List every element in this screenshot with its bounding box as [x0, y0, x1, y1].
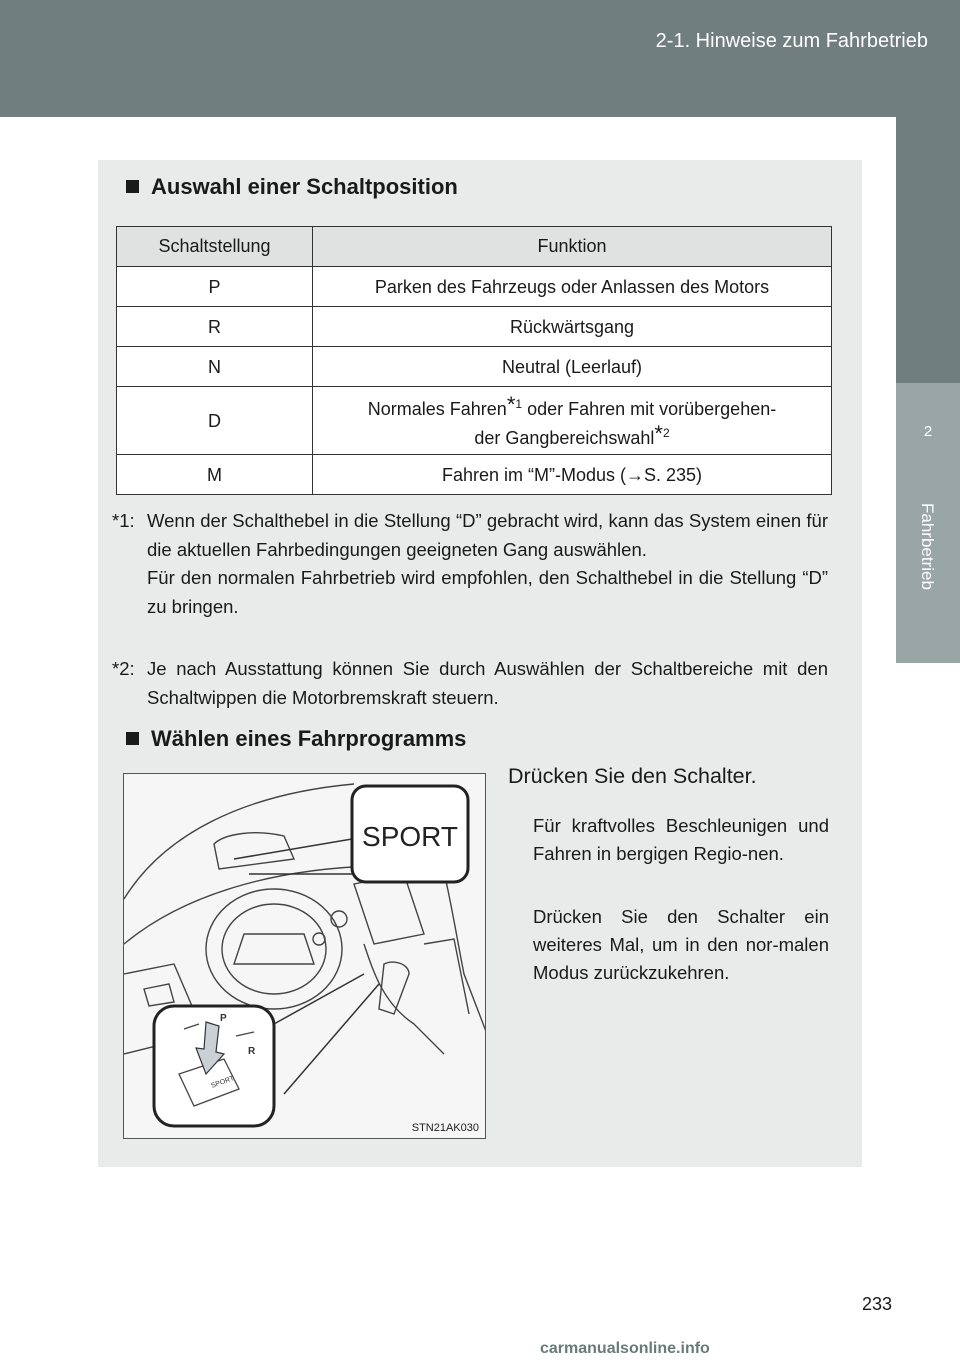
footnote-2	[112, 655, 828, 712]
function-cell: Fahren im “M”-Modus (→S. 235)	[313, 455, 832, 495]
cockpit-drawing	[124, 774, 486, 1139]
table-header-row	[117, 227, 832, 267]
footnote-text: Je nach Ausstattung können Sie durch Auswählen der Schaltbereiche mit den Schaltwippen die Motorbremskraft steuern.	[147, 658, 828, 708]
column-header: Funktion	[313, 227, 832, 267]
function-cell: Rückwärtsgang	[313, 307, 832, 347]
side-tab-label	[896, 483, 960, 663]
heading-drive-mode: Wählen eines Fahrprogramms	[126, 726, 466, 752]
gear-p-label: P	[220, 1013, 227, 1024]
side-tab-top	[896, 117, 960, 383]
footnote-mark: *2:	[112, 658, 135, 679]
footnote-text: Für den normalen Fahrbetrieb wird empfohlen, den Schalthebel in die Stellung “D” zu bringen.	[147, 567, 828, 617]
shift-position-table	[116, 226, 832, 495]
inset-sport-label: SPORT	[210, 1075, 236, 1090]
page-header	[0, 0, 960, 117]
gear-r-label: R	[248, 1046, 256, 1057]
function-cell: Parken des Fahrzeugs oder Anlassen des Motors	[313, 267, 832, 307]
footnote-mark: *1:	[112, 510, 135, 531]
heading-shift-position: Auswahl einer Schaltposition	[126, 174, 458, 200]
table-row	[117, 307, 832, 347]
position-cell: D	[117, 387, 313, 455]
side-tab-number	[896, 383, 960, 483]
position-cell: M	[117, 455, 313, 495]
position-cell: R	[117, 307, 313, 347]
footnote-1	[112, 507, 828, 621]
sport-callout-label: SPORT	[362, 821, 458, 852]
position-cell: N	[117, 347, 313, 387]
watermark-footer: carmanualsonline.info	[540, 1340, 710, 1357]
paragraph: Für kraftvolles Beschleunigen und Fahren in bergigen Regio-nen.	[533, 815, 829, 864]
figure-code: STN21AK030	[411, 1122, 479, 1134]
square-bullet-icon	[126, 732, 139, 745]
position-cell: P	[117, 267, 313, 307]
table-row	[117, 347, 832, 387]
footnote-text: Wenn der Schalthebel in die Stellung “D” gebracht wird, kann das System einen für die aktuellen Fahrbedingungen geeigneten Gang auswählen.	[147, 510, 828, 560]
function-cell: Normales Fahren$^{*1}$ oder Fahren mit vorübergehen- der Gangbereichswahl$^{*2}$	[313, 387, 832, 455]
paragraph: Drücken Sie den Schalter ein weiteres Mal, um in den nor-malen Modus zurückzukehren.	[533, 906, 829, 983]
chapter-label: Fahrbetrieb	[918, 503, 937, 590]
instruction-text: Drücken Sie den Schalter.	[508, 764, 757, 788]
column-header: Schaltstellung	[117, 227, 313, 267]
function-cell: Neutral (Leerlauf)	[313, 347, 832, 387]
section-title: 2-1. Hinweise zum Fahrbetrieb	[655, 30, 928, 52]
table-row	[117, 455, 832, 495]
table-row	[117, 267, 832, 307]
square-bullet-icon	[126, 180, 139, 193]
sport-switch-illustration	[123, 773, 486, 1139]
chapter-number: 2	[923, 423, 933, 440]
page-number: 233	[862, 1294, 893, 1314]
table-row	[117, 387, 832, 455]
